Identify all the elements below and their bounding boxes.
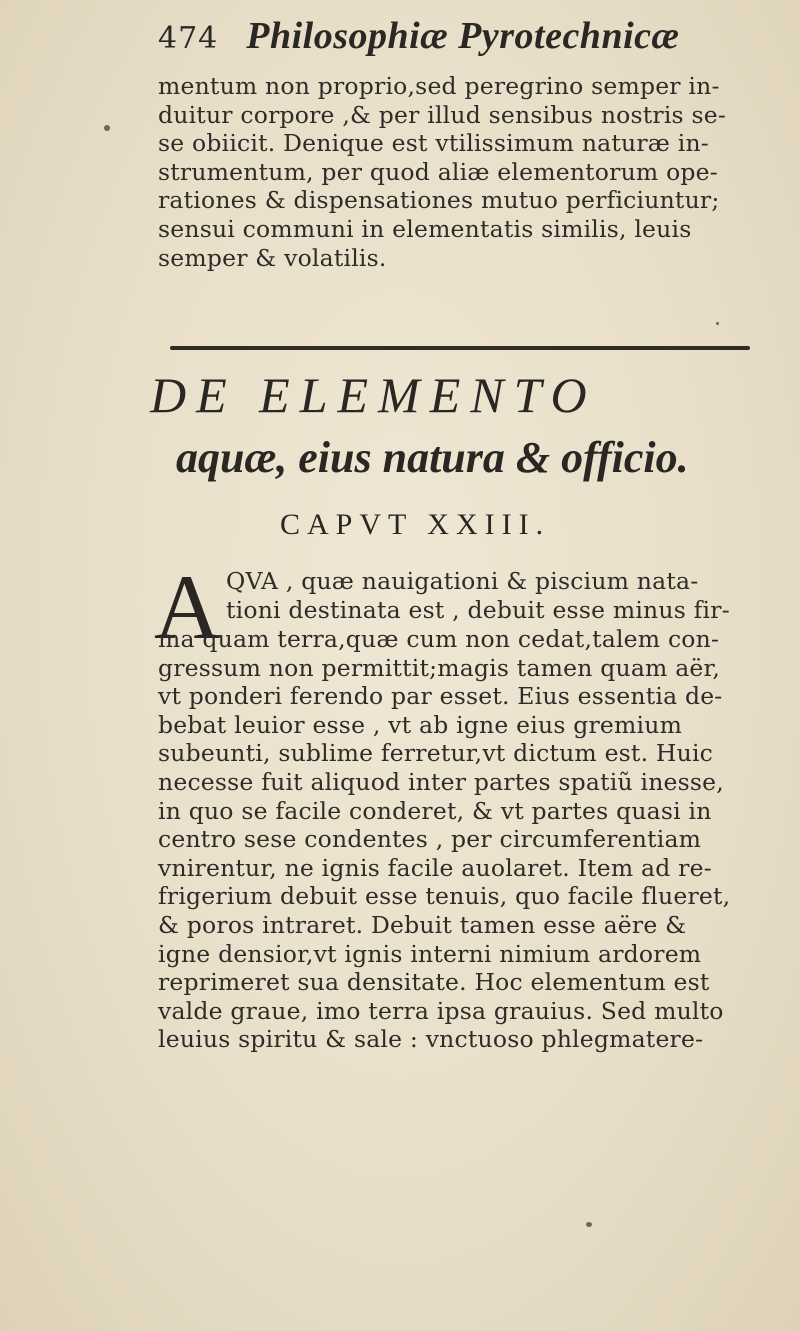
text-line: frigerium debuit esse tenuis, quo facile flueret, (158, 882, 731, 911)
body-paragraph (158, 625, 770, 1054)
text-line: se obiicit. Denique est vtilissimum naturæ in- (158, 129, 709, 158)
text-line: centro sese condentes , per circumferentiam (158, 825, 702, 854)
text-line: bebat leuior esse , vt ab igne eius gremium (158, 710, 683, 739)
ink-speck (586, 1222, 592, 1227)
text-line: in quo se facile conderet, & vt partes quasi in (158, 796, 712, 825)
running-head (158, 14, 758, 64)
top-paragraph (158, 72, 770, 272)
section-subheading: aquæ, eius natura & officio. (176, 433, 689, 482)
text-line: semper & volatilis. (158, 243, 387, 272)
text-line: vt ponderi ferendo par esset. Eius essentia de- (158, 682, 723, 711)
text-line: reprimeret sua densitate. Hoc elementum est (158, 968, 710, 997)
drop-cap-lines (226, 567, 774, 624)
text-line: leuius spiritu & sale : vnctuoso phlegmatere- (158, 1025, 704, 1054)
page-number: 474 (158, 21, 219, 56)
drop-cap: A (154, 556, 221, 658)
text-line: mentum non proprio,sed peregrino semper in- (158, 72, 720, 100)
text-line: QVA , quæ nauigationi & piscium nata- (226, 567, 699, 595)
text-line: gressum non permittit;magis tamen quam aër, (158, 653, 721, 682)
text-line: tioni destinata est , debuit esse minus fir- (226, 595, 730, 624)
text-line: subeunti, sublime ferretur,vt dictum est. Huic (158, 739, 714, 768)
text-line: valde graue, imo terra ipsa grauius. Sed multo (158, 996, 724, 1025)
text-line: rationes & dispensationes mutuo perficiuntur; (158, 186, 720, 215)
ink-speck (104, 125, 110, 131)
text-line: necesse fuit aliquod inter partes spatiũ inesse, (158, 767, 724, 796)
text-line: & poros intraret. Debuit tamen esse aëre & (158, 910, 687, 939)
text-line: sensui communi in elementatis similis, leuis (158, 214, 692, 243)
text-line: duitur corpore ,& per illud sensibus nostris se- (158, 100, 726, 129)
text-line: igne densior,vt ignis interni nimium ardorem (158, 939, 702, 968)
text-line: ma quam terra,quæ cum non cedat,talem con- (158, 625, 720, 653)
running-title: Philosophiæ Pyrotechnicæ (246, 15, 680, 57)
chapter-label: CAPVT XXIII. (280, 508, 551, 541)
text-line: strumentum, per quod aliæ elementorum ope- (158, 157, 718, 186)
ink-speck (716, 322, 719, 325)
section-divider-rule (170, 346, 750, 350)
text-line: vnirentur, ne ignis facile auolaret. Item ad re- (158, 853, 712, 882)
section-heading: DE ELEMENTO (150, 367, 597, 423)
